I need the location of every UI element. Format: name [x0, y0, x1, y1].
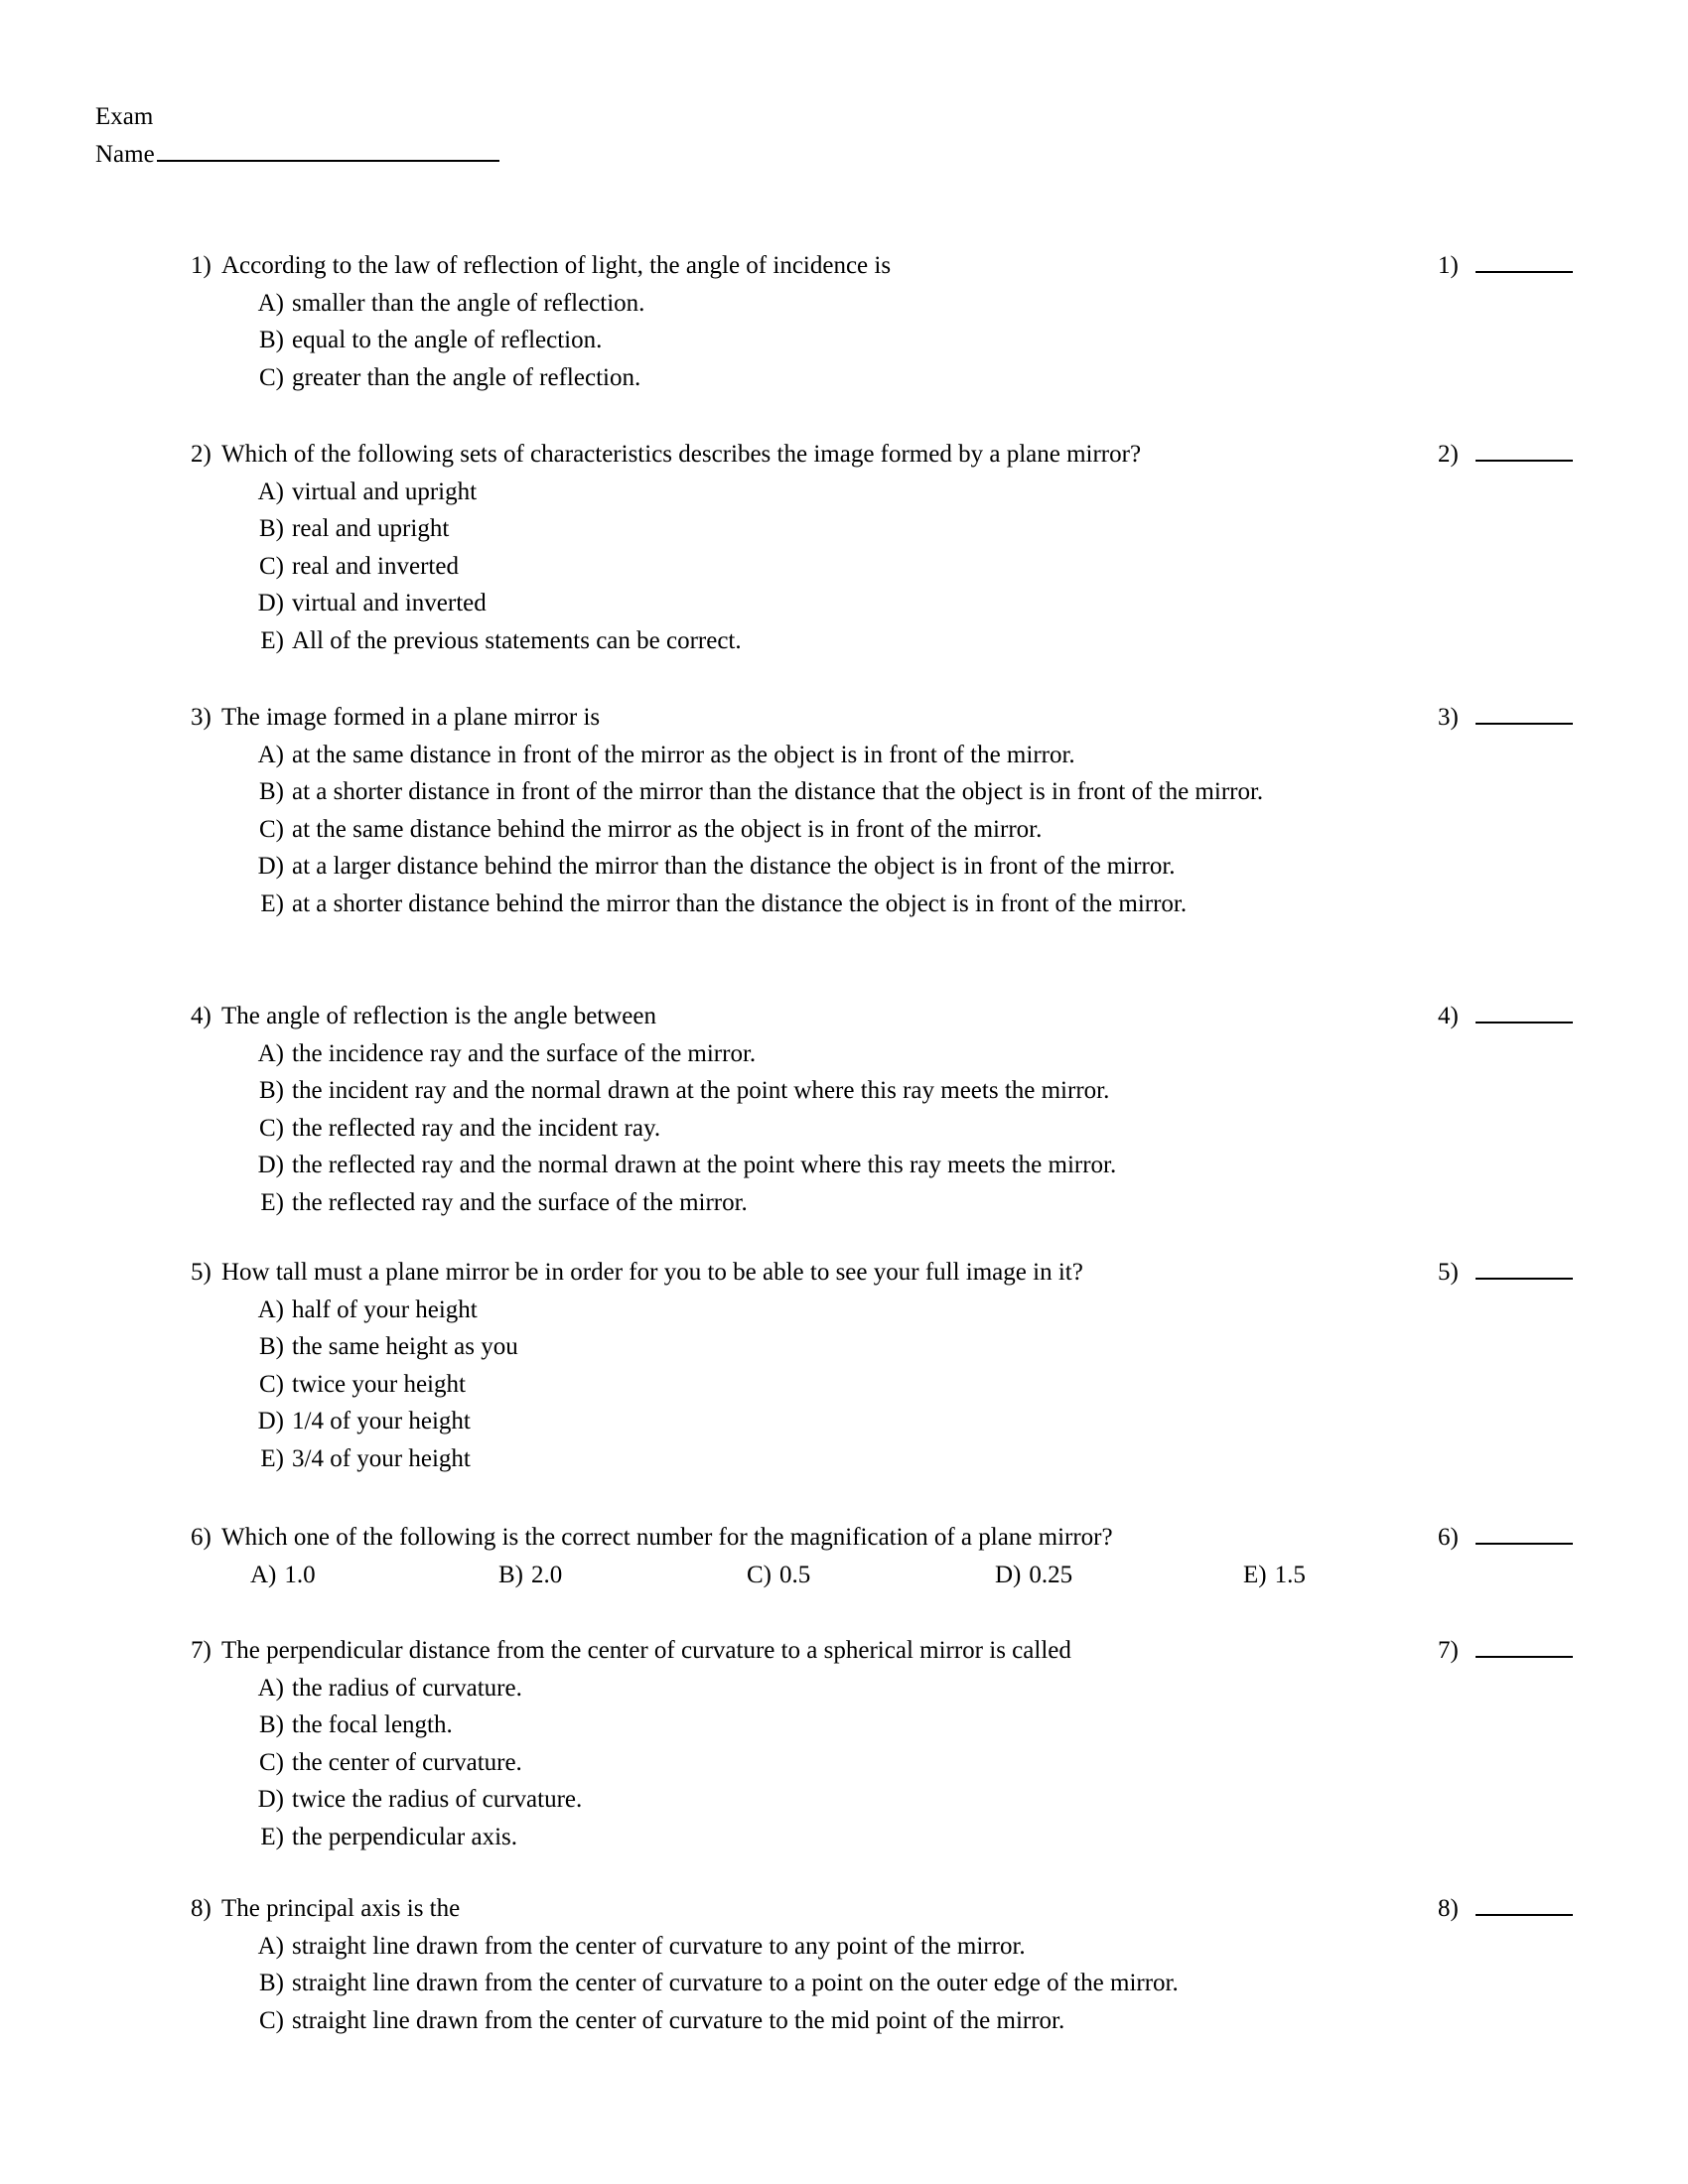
question-7-option-d — [250, 1781, 1400, 1819]
option-text: equal to the angle of reflection. — [292, 327, 603, 353]
option-letter: C) — [259, 363, 284, 391]
answer-number: 8) — [1438, 1895, 1459, 1922]
answer-number: 4) — [1438, 1003, 1459, 1029]
question-number: 8) — [191, 1895, 211, 1922]
question-2 — [191, 436, 1400, 659]
question-8-option-b — [250, 1965, 1400, 2002]
option-text: at a shorter distance behind the mirror than the distance the object is in front of the mirror. — [292, 889, 1188, 917]
option-letter: E) — [260, 1823, 284, 1850]
answer-number: 2) — [1438, 441, 1459, 468]
option-text: the reflected ray and the surface of the mirror. — [292, 1188, 748, 1216]
question-5-option-b — [250, 1328, 1400, 1366]
answer-slot-4 — [1438, 998, 1573, 1035]
option-text: at the same distance in front of the mirror as the object is in front of the mirror. — [292, 741, 1075, 768]
question-1-stem — [191, 247, 1400, 285]
question-number: 6) — [191, 1524, 211, 1551]
question-2-option-a — [250, 474, 1400, 511]
question-2-option-b — [250, 510, 1400, 548]
answer-slot-5 — [1438, 1254, 1573, 1292]
question-5-option-c — [250, 1366, 1400, 1404]
option-letter: E) — [260, 626, 284, 654]
option-text: 2.0 — [531, 1561, 563, 1588]
question-7-option-b — [250, 1706, 1400, 1744]
option-text: straight line drawn from the center of curvature to the mid point of the mirror. — [292, 2006, 1065, 2034]
question-number: 4) — [191, 1003, 211, 1029]
option-letter: D) — [257, 1152, 284, 1178]
question-text: The angle of reflection is the angle between — [221, 1003, 657, 1029]
option-letter: C) — [259, 1748, 284, 1776]
option-letter: D) — [257, 853, 284, 880]
option-letter: A) — [257, 741, 284, 768]
option-letter: D) — [257, 1786, 284, 1813]
question-1-option-a — [250, 285, 1400, 323]
question-1-option-b — [250, 322, 1400, 359]
question-3-option-b — [250, 773, 1400, 811]
question-text: According to the law of reflection of light, the angle of incidence is — [221, 252, 892, 279]
option-letter: B) — [259, 1970, 284, 1996]
question-6-options — [250, 1557, 1400, 1594]
answer-blank-3[interactable] — [1476, 723, 1573, 725]
question-8 — [191, 1890, 1400, 2039]
option-letter: B) — [259, 1077, 284, 1104]
option-letter: B) — [498, 1561, 523, 1588]
question-5-stem — [191, 1254, 1400, 1292]
question-4-option-c — [250, 1110, 1400, 1148]
option-text: half of your height — [292, 1296, 478, 1323]
question-number: 3) — [191, 704, 211, 731]
option-letter: C) — [747, 1561, 772, 1588]
question-text: The image formed in a plane mirror is — [221, 704, 601, 731]
answer-number: 7) — [1438, 1637, 1459, 1664]
answer-blank-7[interactable] — [1476, 1656, 1573, 1658]
name-input-blank[interactable] — [157, 160, 499, 162]
question-6-option-b — [498, 1557, 747, 1594]
question-4 — [191, 998, 1400, 1221]
question-2-option-d — [250, 585, 1400, 622]
question-4-stem — [191, 998, 1400, 1035]
option-text: at the same distance behind the mirror as the object is in front of the mirror. — [292, 815, 1043, 843]
question-5-option-a — [250, 1292, 1400, 1329]
question-text: How tall must a plane mirror be in order for you to be able to see your full image in it? — [221, 1259, 1083, 1286]
option-text: real and inverted — [292, 552, 459, 580]
question-1-option-c — [250, 359, 1400, 397]
answer-slot-7 — [1438, 1632, 1573, 1670]
option-letter: B) — [259, 778, 284, 805]
name-row — [95, 136, 499, 174]
question-7 — [191, 1632, 1400, 1855]
question-7-option-a — [250, 1670, 1400, 1707]
question-2-option-c — [250, 548, 1400, 586]
question-6-option-a — [250, 1557, 498, 1594]
option-letter: C) — [259, 815, 284, 843]
option-letter: E) — [1243, 1561, 1267, 1588]
question-text: Which of the following sets of characteristics describes the image formed by a plane mirror? — [221, 441, 1142, 468]
answer-number: 6) — [1438, 1524, 1459, 1551]
option-text: 0.25 — [1029, 1561, 1073, 1588]
option-letter: D) — [257, 590, 284, 616]
option-text: 1.5 — [1274, 1561, 1306, 1588]
answer-blank-2[interactable] — [1476, 460, 1573, 462]
name-label: Name — [95, 141, 155, 168]
question-6-option-d — [995, 1557, 1243, 1594]
question-4-option-a — [250, 1035, 1400, 1073]
question-7-option-c — [250, 1744, 1400, 1782]
option-text: the perpendicular axis. — [292, 1823, 517, 1850]
answer-slot-3 — [1438, 699, 1573, 737]
option-text: 3/4 of your height — [292, 1444, 471, 1472]
option-text: the center of curvature. — [292, 1748, 522, 1776]
option-text: the reflected ray and the normal drawn at the point where this ray meets the mirror. — [292, 1152, 1117, 1178]
option-text: twice your height — [292, 1370, 466, 1398]
answer-number: 3) — [1438, 704, 1459, 731]
option-letter: E) — [260, 889, 284, 917]
question-7-stem — [191, 1632, 1400, 1670]
question-8-stem — [191, 1890, 1400, 1928]
option-text: straight line drawn from the center of curvature to any point of the mirror. — [292, 1932, 1026, 1960]
question-2-stem — [191, 436, 1400, 474]
answer-blank-4[interactable] — [1476, 1022, 1573, 1024]
option-text: All of the previous statements can be correct. — [292, 626, 742, 654]
option-text: 1/4 of your height — [292, 1408, 471, 1434]
answer-slot-2 — [1438, 436, 1573, 474]
question-text: The perpendicular distance from the center of curvature to a spherical mirror is called — [221, 1637, 1071, 1664]
question-3-option-a — [250, 737, 1400, 774]
option-text: virtual and inverted — [292, 590, 487, 616]
question-7-option-e — [250, 1819, 1400, 1856]
option-text: 1.0 — [284, 1561, 316, 1588]
question-text: The principal axis is the — [221, 1895, 461, 1922]
option-text: the focal length. — [292, 1711, 453, 1738]
question-5-option-d — [250, 1403, 1400, 1440]
option-letter: B) — [259, 515, 284, 542]
question-3-option-e — [250, 886, 1400, 923]
option-letter: A) — [257, 1296, 284, 1323]
question-1 — [191, 247, 1400, 396]
question-6-option-e — [1243, 1557, 1491, 1594]
question-number: 5) — [191, 1259, 211, 1286]
answer-blank-8[interactable] — [1476, 1914, 1573, 1916]
option-letter: A) — [257, 1039, 284, 1067]
option-letter: B) — [259, 327, 284, 353]
question-3 — [191, 699, 1400, 922]
question-4-option-e — [250, 1184, 1400, 1222]
question-8-option-a — [250, 1928, 1400, 1966]
option-letter: C) — [259, 1370, 284, 1398]
answer-number: 5) — [1438, 1259, 1459, 1286]
question-5 — [191, 1254, 1400, 1477]
question-number: 7) — [191, 1637, 211, 1664]
question-number: 2) — [191, 441, 211, 468]
option-letter: C) — [259, 1114, 284, 1142]
option-text: smaller than the angle of reflection. — [292, 289, 645, 317]
option-letter: E) — [260, 1444, 284, 1472]
option-letter: A) — [257, 1932, 284, 1960]
answer-blank-6[interactable] — [1476, 1543, 1573, 1545]
answer-slot-1 — [1438, 247, 1573, 285]
question-2-option-e — [250, 622, 1400, 660]
question-3-stem — [191, 699, 1400, 737]
option-letter: B) — [259, 1333, 284, 1360]
option-text: greater than the angle of reflection. — [292, 363, 641, 391]
option-text: the same height as you — [292, 1333, 518, 1360]
option-letter: A) — [257, 1674, 284, 1702]
answer-blank-1[interactable] — [1476, 271, 1573, 273]
option-text: 0.5 — [779, 1561, 811, 1588]
question-3-option-c — [250, 811, 1400, 849]
answer-slot-8 — [1438, 1890, 1573, 1928]
option-text: the incidence ray and the surface of the mirror. — [292, 1039, 757, 1067]
option-text: the reflected ray and the incident ray. — [292, 1114, 661, 1142]
option-text: virtual and upright — [292, 478, 478, 505]
question-3-option-d — [250, 848, 1400, 886]
question-6-option-c — [747, 1557, 995, 1594]
option-letter: A) — [250, 1561, 277, 1588]
question-text: Which one of the following is the correct number for the magnification of a plane mirror? — [221, 1524, 1113, 1551]
question-5-option-e — [250, 1440, 1400, 1478]
answer-slot-6 — [1438, 1519, 1573, 1557]
question-6 — [191, 1519, 1400, 1593]
question-4-option-d — [250, 1147, 1400, 1184]
option-letter: B) — [259, 1711, 284, 1738]
option-text: the incident ray and the normal drawn at the point where this ray meets the mirror. — [292, 1077, 1110, 1104]
answer-blank-5[interactable] — [1476, 1278, 1573, 1280]
option-text: at a shorter distance in front of the mirror than the distance that the object is in front of the mirror. — [292, 778, 1264, 805]
option-letter: A) — [257, 289, 284, 317]
option-text: real and upright — [292, 515, 450, 542]
option-letter: D) — [257, 1408, 284, 1434]
option-text: straight line drawn from the center of curvature to a point on the outer edge of the mirror. — [292, 1970, 1179, 1996]
question-6-stem — [191, 1519, 1400, 1557]
option-text: the radius of curvature. — [292, 1674, 522, 1702]
option-letter: C) — [259, 552, 284, 580]
option-text: at a larger distance behind the mirror than the distance the object is in front of the mirror. — [292, 853, 1176, 880]
exam-title: Exam — [95, 103, 154, 130]
option-letter: A) — [257, 478, 284, 505]
option-letter: C) — [259, 2006, 284, 2034]
option-letter: E) — [260, 1188, 284, 1216]
answer-number: 1) — [1438, 252, 1459, 279]
question-8-option-c — [250, 2002, 1400, 2040]
option-text: twice the radius of curvature. — [292, 1786, 583, 1813]
question-4-option-b — [250, 1072, 1400, 1110]
question-number: 1) — [191, 252, 211, 279]
option-letter: D) — [995, 1561, 1022, 1588]
